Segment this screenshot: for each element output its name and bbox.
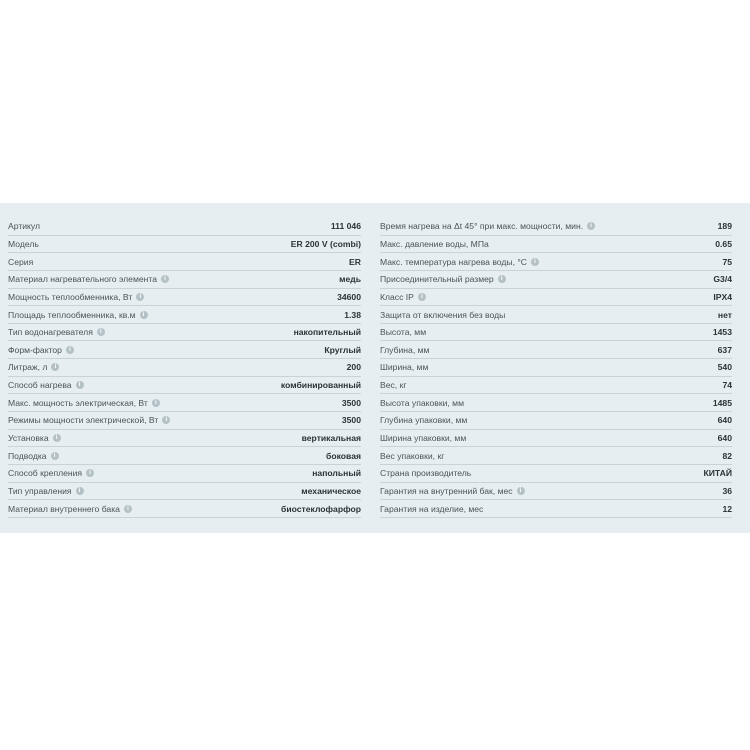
spec-label: [380, 292, 426, 302]
spec-label-text: Гарантия на изделие, мес: [380, 503, 484, 514]
spec-label-text: Подводка: [8, 450, 47, 461]
spec-label: [380, 345, 429, 355]
spec-row: [8, 218, 361, 236]
spec-label-text: Режимы мощности электрической, Вт: [8, 415, 159, 426]
spec-value: 1.38: [344, 309, 361, 320]
spec-value: 74: [722, 380, 732, 391]
spec-value: вертикальная: [301, 433, 361, 443]
spec-row: [8, 324, 361, 342]
spec-label: [380, 415, 467, 425]
spec-label-text: Тип водонагревателя: [8, 327, 93, 338]
spec-label-text: Ширина упаковки, мм: [380, 433, 467, 443]
spec-label: [8, 433, 61, 443]
spec-label: [380, 468, 471, 478]
info-icon[interactable]: i: [51, 363, 59, 371]
spec-label: [8, 310, 148, 320]
spec-value: 3500: [341, 415, 361, 426]
spec-label: [380, 486, 525, 496]
spec-value: 12: [722, 503, 732, 514]
spec-panel: [0, 203, 750, 533]
spec-label-text: Форм-фактор: [8, 344, 62, 355]
spec-value: биостеклофарфор: [281, 503, 361, 514]
spec-value: 637: [717, 344, 732, 355]
spec-label-text: Макс. температура нагрева воды, °С: [380, 256, 527, 267]
spec-row: [380, 483, 732, 501]
spec-value: комбинированный: [280, 380, 361, 391]
spec-value: Круглый: [324, 344, 361, 355]
spec-value: ER: [349, 256, 361, 267]
spec-label-text: Материал нагревательного элемента: [8, 274, 158, 285]
spec-label-text: Серия: [8, 256, 34, 267]
spec-label-text: Вес, кг: [380, 380, 407, 391]
spec-label: [8, 257, 33, 267]
spec-label: [8, 451, 59, 461]
spec-value: 640: [717, 433, 732, 443]
spec-row: [8, 500, 361, 518]
spec-label: [8, 327, 105, 337]
spec-label-text: Модель: [8, 238, 39, 249]
spec-value: 3500: [341, 397, 361, 408]
spec-row: [380, 218, 732, 236]
spec-row: [8, 377, 361, 395]
spec-label-text: Литраж, л: [8, 362, 48, 373]
spec-label-text: Мощность теплообменника, Вт: [8, 291, 133, 302]
spec-row: [8, 271, 361, 289]
spec-label: [8, 468, 94, 478]
info-icon[interactable]: i: [97, 328, 105, 336]
spec-row: [8, 483, 361, 501]
info-icon[interactable]: i: [140, 311, 148, 319]
info-icon[interactable]: i: [418, 293, 426, 301]
spec-value: накопительный: [293, 327, 361, 338]
info-icon[interactable]: i: [531, 258, 539, 266]
spec-value: механическое: [301, 485, 361, 496]
info-icon[interactable]: i: [66, 346, 74, 354]
spec-value: 1485: [712, 397, 732, 408]
spec-label: [8, 398, 160, 408]
spec-row: [380, 500, 732, 518]
spec-label: [380, 274, 506, 284]
info-icon[interactable]: i: [498, 275, 506, 283]
spec-label: [8, 486, 84, 496]
spec-label-text: Страна производитель: [380, 468, 472, 479]
info-icon[interactable]: i: [76, 381, 84, 389]
spec-label: [380, 257, 539, 267]
spec-row: [8, 412, 361, 430]
spec-label: [8, 415, 170, 425]
spec-label: [380, 433, 466, 443]
spec-value: КИТАЙ: [703, 468, 732, 479]
spec-row: [380, 253, 732, 271]
spec-label: [8, 362, 59, 372]
spec-row: [8, 341, 361, 359]
spec-label-text: Способ нагрева: [8, 380, 72, 391]
info-icon[interactable]: i: [51, 452, 59, 460]
spec-label-text: Класс IP: [380, 291, 414, 302]
spec-row: [8, 394, 361, 412]
spec-label: [380, 310, 505, 320]
spec-row: [380, 341, 732, 359]
spec-label: [8, 380, 84, 390]
spec-label: [380, 504, 483, 514]
spec-label-text: Макс. мощность электрическая, Вт: [8, 397, 148, 408]
spec-value: 0.65: [715, 238, 732, 249]
spec-label: [8, 504, 132, 514]
info-icon[interactable]: i: [517, 487, 525, 495]
spec-row: [380, 465, 732, 483]
spec-label-text: Установка: [8, 433, 49, 443]
spec-row: [380, 306, 732, 324]
spec-label-text: Артикул: [8, 221, 41, 232]
spec-label: [8, 345, 74, 355]
spec-value: 36: [722, 485, 732, 496]
spec-row: [8, 430, 361, 448]
spec-value: 540: [717, 362, 732, 373]
spec-value: нет: [717, 309, 732, 320]
spec-label-text: Присоединительный размер: [380, 274, 494, 285]
info-icon[interactable]: i: [152, 399, 160, 407]
spec-value: 200: [346, 362, 361, 373]
spec-label: [8, 239, 39, 249]
spec-row: [8, 359, 361, 377]
spec-row: [380, 271, 732, 289]
spec-label: [8, 292, 144, 302]
spec-column-right: [380, 218, 732, 518]
spec-label-text: Площадь теплообменника, кв.м: [8, 309, 136, 320]
spec-row: [380, 447, 732, 465]
spec-value: боковая: [326, 450, 361, 461]
spec-label-text: Глубина, мм: [380, 344, 430, 355]
spec-row: [8, 465, 361, 483]
info-icon[interactable]: i: [124, 505, 132, 513]
spec-row: [8, 447, 361, 465]
info-icon[interactable]: i: [162, 416, 170, 424]
spec-label: [380, 380, 406, 390]
info-icon[interactable]: i: [136, 293, 144, 301]
spec-value: напольный: [312, 468, 361, 479]
spec-column-left: [8, 218, 361, 518]
spec-row: [380, 359, 732, 377]
spec-value: G3/4: [713, 274, 732, 285]
spec-label-text: Способ крепления: [8, 468, 83, 479]
spec-value: 82: [722, 450, 732, 461]
info-icon[interactable]: i: [53, 434, 61, 442]
spec-row: [380, 236, 732, 254]
spec-value: 34600: [337, 291, 361, 302]
spec-row: [380, 289, 732, 307]
spec-row: [380, 412, 732, 430]
spec-label: [380, 327, 426, 337]
spec-row: [380, 430, 732, 448]
info-icon[interactable]: i: [161, 275, 169, 283]
spec-label-text: Защита от включения без воды: [380, 309, 506, 320]
spec-label: [8, 221, 40, 231]
spec-label-text: Макс. давление воды, МПа: [380, 238, 489, 249]
spec-label-text: Высота упаковки, мм: [380, 397, 464, 408]
spec-value: медь: [339, 274, 361, 285]
spec-row: [380, 394, 732, 412]
spec-label-text: Материал внутреннего бака: [8, 503, 120, 514]
spec-value: ER 200 V (combi): [290, 238, 361, 249]
spec-row: [8, 306, 361, 324]
spec-label: [380, 221, 595, 231]
spec-row: [380, 324, 732, 342]
spec-label: [8, 274, 169, 284]
spec-label: [380, 451, 444, 461]
info-icon[interactable]: i: [587, 222, 595, 230]
spec-label-text: Вес упаковки, кг: [380, 450, 445, 461]
spec-label-text: Время нагрева на Δt 45° при макс. мощности, мин.: [380, 221, 584, 232]
spec-label-text: Тип управления: [8, 485, 72, 496]
spec-label: [380, 398, 464, 408]
spec-label-text: Высота, мм: [380, 327, 427, 338]
spec-label-text: Гарантия на внутренний бак, мес: [380, 485, 513, 496]
spec-label-text: Ширина, мм: [380, 362, 429, 373]
spec-value: 189: [717, 221, 732, 232]
info-icon[interactable]: i: [86, 469, 94, 477]
spec-value: IPX4: [713, 291, 732, 302]
spec-row: [8, 236, 361, 254]
spec-value: 111 046: [330, 221, 361, 232]
spec-row: [8, 289, 361, 307]
spec-label: [380, 362, 428, 372]
spec-row: [380, 377, 732, 395]
info-icon[interactable]: i: [76, 487, 84, 495]
spec-label-text: Глубина упаковки, мм: [380, 415, 468, 426]
spec-value: 640: [717, 415, 732, 426]
spec-value: 75: [722, 256, 732, 267]
spec-label: [380, 239, 489, 249]
spec-row: [8, 253, 361, 271]
spec-value: 1453: [712, 327, 732, 338]
